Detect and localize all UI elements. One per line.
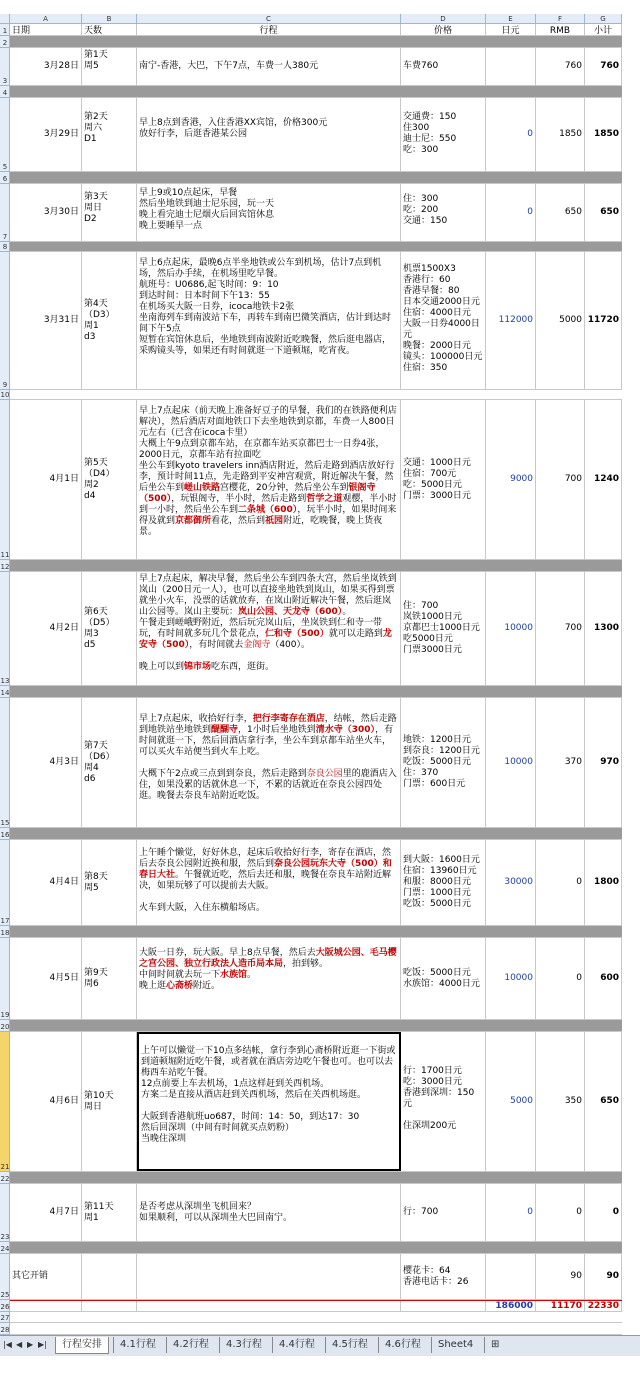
- column-header-f[interactable]: F: [536, 14, 585, 24]
- plan-text: 早上7点起床，解决早餐，然后坐公车到四条大宫，然后坐岚铁到岚山（200日元一人），也可以直接坐地铁到岚山，如果买得到票就坐小火车，没票的话就放弃，在岚山附近解决午餐，然后逛岚山公园等。岚山主要玩：: [139, 574, 397, 617]
- plan-text: 观樱，半小时到一小时，然后坐公车到: [139, 494, 397, 515]
- itinerary-row: [10, 252, 622, 390]
- highlight-text: （500）: [292, 629, 329, 639]
- plan-text: （400）。 晚上可以到: [139, 640, 311, 672]
- total-jpy[interactable]: 186000: [486, 1301, 536, 1311]
- plan-text: 附近。: [193, 981, 221, 991]
- date-cell[interactable]: 4月6日: [10, 1032, 82, 1171]
- separator-row[interactable]: [10, 828, 622, 840]
- day-cell[interactable]: 第8天 周5: [82, 840, 137, 925]
- itinerary-row: [10, 184, 622, 242]
- itinerary-row: [10, 1032, 622, 1172]
- column-header-a[interactable]: A: [10, 14, 82, 24]
- column-header-c[interactable]: C: [137, 14, 401, 24]
- separator-row[interactable]: [10, 242, 622, 252]
- jpy-cell[interactable]: 9000: [486, 400, 536, 559]
- highlight-text: 醍醐寺: [211, 725, 239, 735]
- plan-text: 早上7点起床，收拾好行李，: [139, 714, 253, 724]
- rmb-cell[interactable]: 650: [536, 184, 585, 241]
- day-cell[interactable]: 第3天 周日 D2: [82, 184, 137, 241]
- date-cell[interactable]: 3月31日: [10, 252, 82, 389]
- row-header[interactable]: 28: [0, 1323, 10, 1335]
- tab-4-2[interactable]: 4.2行程: [166, 1337, 215, 1353]
- price-cell[interactable]: 交通费：150 住300 迪士尼：550 吃：300: [401, 98, 486, 171]
- row-header[interactable]: 6: [0, 172, 10, 184]
- row-header[interactable]: 4: [0, 86, 10, 98]
- row-header[interactable]: 20: [0, 1020, 10, 1032]
- plan-text: ，有时间就逛一下，然后回酒店拿行李，坐公车到京都车站坐火车，可以买火车站便当到火车上吃。 大概下午2点或三点到到奈良，然后走路到: [139, 725, 394, 779]
- date-cell[interactable]: 4月2日: [10, 572, 82, 685]
- empty-row[interactable]: [10, 1312, 622, 1323]
- plan-text: 就可以走路到: [328, 629, 383, 639]
- row-header[interactable]: 16: [0, 828, 10, 840]
- plan-cell[interactable]: [137, 698, 401, 827]
- row-header[interactable]: 15: [0, 698, 10, 828]
- empty-cell[interactable]: [10, 1301, 82, 1311]
- separator-row[interactable]: [10, 86, 622, 98]
- separator-row[interactable]: [10, 1242, 622, 1254]
- totals-row: [10, 1300, 622, 1312]
- date-cell[interactable]: 4月1日: [10, 400, 82, 559]
- prev-sheet-icon[interactable]: ◀: [16, 1340, 23, 1349]
- row-header[interactable]: 23: [0, 1184, 10, 1242]
- row-header[interactable]: 11: [0, 400, 10, 560]
- itinerary-row: [10, 938, 622, 1020]
- date-cell[interactable]: 4月7日: [10, 1184, 82, 1241]
- jpy-cell[interactable]: 0: [486, 1184, 536, 1241]
- separator-row[interactable]: [10, 926, 622, 938]
- last-sheet-icon[interactable]: ▶|: [38, 1340, 47, 1349]
- highlight-text: 奈良公园: [306, 769, 343, 779]
- day-cell[interactable]: 第7天（D6） 周4 d6: [82, 698, 137, 827]
- row-header[interactable]: 26: [0, 1300, 10, 1312]
- row-header[interactable]: 7: [0, 184, 10, 242]
- price-cell[interactable]: 住：300 吃：200 交通：150: [401, 184, 486, 241]
- highlight-text: 大阪城公园、毛马樱之宫公园、独立行政法人造币局本局: [139, 948, 397, 969]
- row-header[interactable]: 24: [0, 1242, 10, 1254]
- jpy-cell[interactable]: 30000: [486, 840, 536, 925]
- highlight-text: 龙安寺（500）: [139, 629, 392, 650]
- day-cell[interactable]: [82, 1254, 137, 1299]
- jpy-cell[interactable]: [486, 48, 536, 85]
- tab-4-3[interactable]: 4.3行程: [219, 1337, 268, 1353]
- separator-row[interactable]: [10, 686, 622, 698]
- plan-cell[interactable]: 早上9或10点起床，早餐 然后坐地铁到迪士尼乐园，玩一天 晚上看完迪士尼烟火后回宾馆休息 晚上要睡早一点: [137, 184, 401, 241]
- header-days[interactable]: 天数: [82, 24, 137, 35]
- highlight-text: 京都御所: [175, 516, 212, 526]
- price-cell[interactable]: 车费760: [401, 48, 486, 85]
- highlight-text: 清水寺（300）: [315, 725, 376, 735]
- plan-text: 附近，吃晚餐，晚上货夜景。: [139, 516, 383, 537]
- highlight-text: 二条城（600）: [238, 505, 298, 515]
- separator-row[interactable]: [10, 1172, 622, 1184]
- header-jpy[interactable]: 日元: [486, 24, 536, 35]
- plan-cell[interactable]: [137, 1254, 401, 1299]
- plan-text: 宫樱花，20分钟，然后坐公车到: [220, 483, 349, 493]
- day-cell[interactable]: 第5天（D4） 周2 d4: [82, 400, 137, 559]
- jpy-cell[interactable]: 5000: [486, 1032, 536, 1171]
- price-cell[interactable]: 地铁：1200日元 到奈良：1200日元 吃饭：5000日元 住：370 门票：600日元: [401, 698, 486, 827]
- row-header[interactable]: 1: [0, 24, 10, 36]
- highlight-text: 哲学之道: [306, 494, 343, 504]
- plan-cell-selected[interactable]: 上午可以懒觉一下10点多结帐，拿行李到心斋桥附近逛一下街或到道顿堀附近吃午餐，或者就在酒店旁边吃午餐也可。也可以去梅西车站吃午餐。 12点前要上车去机场，1点这样赶到关西机场。 方案二是直接从酒店赶到关西机场，然后在关西机场逛。 大阪到香港航班uo687，时间：14：50，到达17：30 然后回深圳（中间有时间就买点奶粉） 当晚住深圳: [137, 1032, 401, 1171]
- subtotal-cell[interactable]: 1800: [585, 840, 622, 925]
- empty-row[interactable]: [10, 1323, 622, 1335]
- separator-row[interactable]: [10, 560, 622, 572]
- price-cell[interactable]: 交通：1000日元 住宿：700元 吃：5000日元 门票：3000日元: [401, 400, 486, 559]
- highlight-text: 嵯山铁路: [184, 483, 221, 493]
- tab-sheet4[interactable]: Sheet4: [431, 1337, 479, 1353]
- plan-cell[interactable]: [137, 938, 401, 1019]
- price-cell[interactable]: 吃饭：5000日元 水族馆：4000日元: [401, 938, 486, 1019]
- empty-cell[interactable]: [401, 1301, 486, 1311]
- empty-cell[interactable]: [137, 1301, 401, 1311]
- jpy-cell[interactable]: 112000: [486, 252, 536, 389]
- date-cell[interactable]: 3月28日: [10, 48, 82, 85]
- rmb-cell[interactable]: 760: [536, 48, 585, 85]
- row-header[interactable]: 13: [0, 572, 10, 686]
- price-cell[interactable]: 行：1700日元 吃：3000日元 香港到深圳：150元 住深圳200元: [401, 1032, 486, 1171]
- header-price[interactable]: 价格: [401, 24, 486, 35]
- separator-row[interactable]: [10, 1020, 622, 1032]
- plan-cell[interactable]: [137, 840, 401, 925]
- subtotal-cell[interactable]: 1300: [585, 572, 622, 685]
- row-header[interactable]: 10: [0, 391, 10, 399]
- row-header[interactable]: 27: [0, 1314, 10, 1322]
- day-cell[interactable]: 第1天 周5: [82, 48, 137, 85]
- highlight-text: 岚山公园、天龙寺（600）: [238, 607, 343, 617]
- row-header[interactable]: 5: [0, 98, 10, 172]
- row-header[interactable]: 3: [0, 48, 10, 86]
- price-cell[interactable]: 住：700 岚铁1000日元 京都巴士1000日元 吃5000日元 门票3000日元: [401, 572, 486, 685]
- empty-cell[interactable]: [82, 1301, 137, 1311]
- jpy-cell[interactable]: 10000: [486, 938, 536, 1019]
- separator-row[interactable]: [10, 172, 622, 184]
- row-header[interactable]: 19: [0, 938, 10, 1020]
- header-rmb[interactable]: RMB: [536, 24, 585, 35]
- subtotal-cell[interactable]: 90: [585, 1254, 622, 1299]
- plan-text: 。 晚上逛: [139, 970, 257, 991]
- day-cell[interactable]: 第11天 周1: [82, 1184, 137, 1241]
- day-cell[interactable]: 第4天（D3） 周1 d3: [82, 252, 137, 389]
- subtotal-cell[interactable]: 0: [585, 1184, 622, 1241]
- rmb-cell[interactable]: 1850: [536, 98, 585, 171]
- separator-row[interactable]: [10, 390, 622, 400]
- rmb-cell[interactable]: 0: [536, 938, 585, 1019]
- day-cell[interactable]: 第6天（D5） 周3 d5: [82, 572, 137, 685]
- date-cell[interactable]: 4月3日: [10, 698, 82, 827]
- tab-4-4[interactable]: 4.4行程: [272, 1337, 321, 1353]
- separator-row[interactable]: [10, 36, 622, 48]
- jpy-cell[interactable]: 0: [486, 184, 536, 241]
- header-date[interactable]: 日期: [10, 24, 82, 35]
- rmb-cell[interactable]: 5000: [536, 252, 585, 389]
- plan-text: 。 午餐走到嵯峨野附近，然后玩完岚山后，坐岚铁到仁和寺一带玩，有时间就多玩几个景花点，: [139, 607, 383, 639]
- plan-cell[interactable]: [137, 400, 401, 559]
- highlight-text: 祇园: [265, 516, 284, 526]
- row-header[interactable]: 9: [0, 252, 10, 390]
- row-header[interactable]: 12: [0, 560, 10, 572]
- itinerary-row: [10, 572, 622, 686]
- next-sheet-icon[interactable]: ▶: [27, 1340, 34, 1349]
- tab-4-6[interactable]: 4.6行程: [378, 1337, 427, 1353]
- price-cell[interactable]: 到大阪：1600日元 住宿：13960日元 和服：8000日元 门票：1000日元 吃饭：5000日元: [401, 840, 486, 925]
- date-cell[interactable]: 4月4日: [10, 840, 82, 925]
- rmb-cell[interactable]: 0: [536, 840, 585, 925]
- day-cell[interactable]: 第2天 周六 D1: [82, 98, 137, 171]
- window-bottom-edge: [0, 1356, 640, 1377]
- jpy-cell[interactable]: 10000: [486, 572, 536, 685]
- row-header[interactable]: 8: [0, 242, 10, 252]
- plan-text: 早上7点起床（前天晚上准备好豆子的早餐，我们的在铁路便利店解决），然后酒店对面地铁口下去坐地铁到京都，车费一人800日元左右（已含在icoca卡里） 大概上午9点到京都车站，在京都车站买京都巴士一日券4张，2000日元，京都车站有拉面吃 坐公车到kyoto travelers inn酒店附近，然后走路到酒店放好行李，预计时间11点，先走路到平安神宫观赏，附近解决午餐，然后坐公车到: [139, 406, 397, 493]
- subtotal-cell[interactable]: 650: [585, 184, 622, 241]
- column-header-e[interactable]: E: [486, 14, 536, 24]
- tab-4-5[interactable]: 4.5行程: [325, 1337, 374, 1353]
- rmb-cell[interactable]: 370: [536, 698, 585, 827]
- rmb-cell[interactable]: 350: [536, 1032, 585, 1171]
- subtotal-cell[interactable]: 760: [585, 48, 622, 85]
- total-subtotal[interactable]: 22330: [585, 1301, 622, 1311]
- header-row: [10, 24, 622, 36]
- row-header[interactable]: 17: [0, 840, 10, 926]
- highlight-text: 仁和寺: [265, 629, 293, 639]
- plan-text: 看花，然后到: [211, 516, 266, 526]
- highlight-text: 金阁寺: [243, 640, 271, 650]
- row-header-selected[interactable]: 21: [0, 1032, 10, 1172]
- jpy-cell[interactable]: 10000: [486, 698, 536, 827]
- plan-text: ，玩半小时，如果时间来得及就到: [139, 505, 397, 526]
- plan-text: 上午睡个懒觉，好好休息，起床后收拾好行李，寄存在酒店，然后去奈良公园附近换和服，然后到: [139, 848, 392, 869]
- total-rmb[interactable]: 11170: [536, 1301, 585, 1311]
- rmb-cell[interactable]: 700: [536, 400, 585, 559]
- plan-text: ，拍到够。 中间时间就去玩一下: [139, 959, 329, 980]
- subtotal-cell[interactable]: 650: [585, 1032, 622, 1171]
- itinerary-row: [10, 1184, 622, 1242]
- plan-text: 大阪一日券，玩大阪。早上8点早餐，然后去: [139, 948, 316, 958]
- rmb-cell[interactable]: 700: [536, 572, 585, 685]
- rmb-cell[interactable]: 90: [536, 1254, 585, 1299]
- sheet-tab-bar: [0, 1335, 640, 1356]
- plan-text: ，有时间就去: [189, 640, 244, 650]
- highlight-text: 银阁寺（500）: [139, 483, 376, 504]
- plan-text: ，结帐，然后走路到地铁站坐地铁到: [139, 714, 397, 735]
- row-header[interactable]: 22: [0, 1172, 10, 1184]
- itinerary-row: [10, 98, 622, 172]
- price-cell[interactable]: 机票1500X3 香港行：60 香港早餐：80 日本交通2000日元 住宿：4000日元 大阪一日券4000日元 晚餐：2000日元 镜头：100000日元 住宿：350: [401, 252, 486, 389]
- highlight-text: 奈良公园玩东大寺（500）和春日大社: [139, 859, 392, 880]
- itinerary-row: [10, 48, 622, 86]
- other-costs-label[interactable]: 其它开销: [10, 1254, 82, 1299]
- highlight-text: 把行李寄存在酒店: [252, 714, 325, 724]
- plan-cell[interactable]: 早上6点起床，最晚6点半坐地铁或公车到机场，估计7点到机场，然后办手续，在机场里吃早餐。 航班号：U0686,起飞时间：9：10 到达时间：日本时间下午13：55 在机场买大阪一日券，icoca地铁卡2张 坐南海列车到南波站下车，再转车到南巴微笑酒店，估计到达时间下午5点 短暂在宾馆休息后，坐地铁到南波附近吃晚餐，然后逛电器店，采购镜头等，如果还有时间就逛一下道顿堀，吃宵夜。: [137, 252, 401, 389]
- highlight-text: 心斋桥: [166, 981, 194, 991]
- subtotal-cell[interactable]: 11720: [585, 252, 622, 389]
- itinerary-row: [10, 698, 622, 828]
- select-all-corner[interactable]: [0, 14, 10, 24]
- plan-text: 吃东西，逛街。: [211, 662, 275, 672]
- tab-4-1[interactable]: 4.1行程: [113, 1337, 162, 1353]
- plan-text: 里的鹿酒店入住，如果没累的话就休息一下，不累的话就近在奈良公园四处逛。晚餐去奈良车站附近吃饭。: [139, 769, 397, 801]
- date-cell[interactable]: 4月5日: [10, 938, 82, 1019]
- plan-text: ，1小时后坐地铁到: [238, 725, 316, 735]
- header-plan[interactable]: 行程: [137, 24, 401, 35]
- header-subtotal[interactable]: 小计: [585, 24, 622, 35]
- plan-text: 。午餐就近吃，然后去还和服，晚餐在奈良车站附近解决，如果玩够了可以提前去大阪。 火车到大阪，入住东横船场店。: [139, 870, 392, 913]
- itinerary-row: [10, 840, 622, 926]
- subtotal-cell[interactable]: 1240: [585, 400, 622, 559]
- date-cell[interactable]: 3月30日: [10, 184, 82, 241]
- plan-cell[interactable]: 南宁-香港，大巴，下午7点，车费一人380元: [137, 48, 401, 85]
- price-cell[interactable]: 樱花卡：64 香港电话卡：26: [401, 1254, 486, 1299]
- jpy-cell[interactable]: 0: [486, 98, 536, 171]
- day-cell[interactable]: 第10天 周日: [82, 1032, 137, 1171]
- column-header-g[interactable]: G: [585, 14, 622, 24]
- itinerary-row: [10, 400, 622, 560]
- highlight-text: 锦市场: [184, 662, 212, 672]
- jpy-cell[interactable]: [486, 1254, 536, 1299]
- row-header[interactable]: 25: [0, 1254, 10, 1300]
- plan-cell[interactable]: [137, 572, 401, 685]
- plan-cell[interactable]: 是否考虑从深圳坐飞机回来？ 如果顺利，可以从深圳坐大巴回南宁。: [137, 1184, 401, 1241]
- row-header[interactable]: 2: [0, 36, 10, 48]
- insert-sheet-icon[interactable]: ⊞: [484, 1337, 505, 1353]
- first-sheet-icon[interactable]: |◀: [3, 1340, 12, 1349]
- row-header[interactable]: 18: [0, 926, 10, 938]
- plan-cell[interactable]: 早上8点到香港，入住香港XX宾馆，价格300元 放好行李，后逛香港某公园: [137, 98, 401, 171]
- other-costs-row: [10, 1254, 622, 1300]
- subtotal-cell[interactable]: 1850: [585, 98, 622, 171]
- tab-itinerary[interactable]: 行程安排: [55, 1337, 109, 1354]
- day-cell[interactable]: 第9天 周6: [82, 938, 137, 1019]
- plan-text: ，玩银阁寺，半小时，然后走路到: [171, 494, 307, 504]
- highlight-text: 水族馆: [220, 970, 248, 980]
- price-cell[interactable]: 行：700: [401, 1184, 486, 1241]
- subtotal-cell[interactable]: 970: [585, 698, 622, 827]
- row-header[interactable]: 14: [0, 686, 10, 698]
- column-header-d[interactable]: D: [401, 14, 486, 24]
- column-header-b[interactable]: B: [82, 14, 137, 24]
- rmb-cell[interactable]: 0: [536, 1184, 585, 1241]
- subtotal-cell[interactable]: 600: [585, 938, 622, 1019]
- date-cell[interactable]: 3月29日: [10, 98, 82, 171]
